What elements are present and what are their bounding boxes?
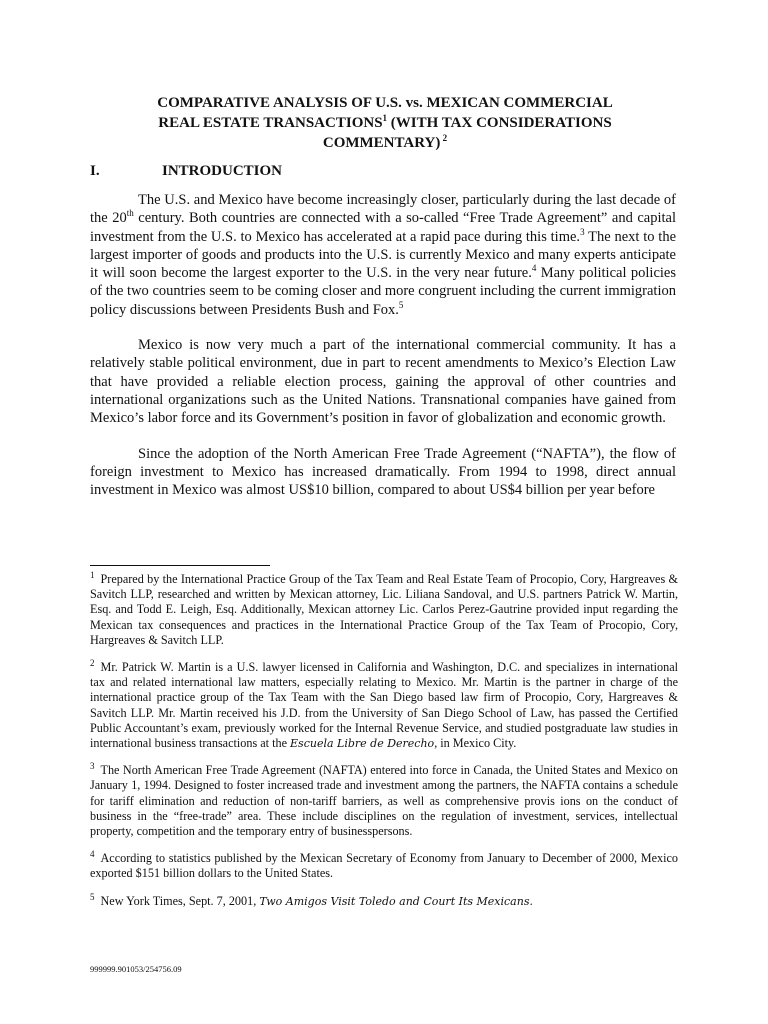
document-title — [100, 93, 670, 153]
footnote-5: $^5$ New York Times, Sept. 7, 2001, Two Amigos Visit Toledo and Court Its Mexicans. — [90, 891, 533, 908]
footnote-divider — [90, 565, 270, 566]
footnote-4: $^4$ According to statistics published by the Mexican Secretary of Economy from January to December of 2000, Mexico exported $151 billion dollars to the United States. — [90, 849, 678, 881]
title-line-2: REAL ESTATE TRANSACTIONS$^1$ (WITH TAX CONSIDERATIONS — [158, 113, 612, 131]
footnote-ref-1[interactable]: 1 — [382, 113, 388, 123]
footnote-ref-4[interactable]: 4 — [531, 263, 537, 274]
paragraph-2: Mexico is now very much a part of the international commercial community. It has a relatively stable political environment, due in part to recent amendments to Mexico’s Election Law that have provided a reliable election process, gaining the approval of other countries and international organizations such as the United Nations. Transnational companies have gained from Mexico’s labor force and its Government’s position in favor of globalization and economic growth. — [90, 337, 676, 427]
footnote-ref-2[interactable]: 2 — [440, 133, 448, 143]
paragraph-1: The U.S. and Mexico have become increasingly closer, particularly during the last decade of the 20th century. Both countries are connected with a so-called “Free Trade Agreement” and capital investment from the U.S. to Mexico has accelerated at a rapid pace during this time.$^3$ The next to the largest importer of goods and products into the U.S. is currently Mexico and many experts anticipate it will soon become the largest exporter to the U.S. in the very near future.$^4$ Many political policies of the two countries seem to be coming closer and more congruent including the current immigration policy discussions between Presidents Bush and Fox.$^5$ — [90, 192, 676, 318]
footnote-1: $^1$ Prepared by the International Practice Group of the Tax Team and Real Estate Team of Procopio, Cory, Hargreaves & Savitch LLP, researched and written by Mexican attorney, Lic. Liliana Sandoval, and U.S. partners Patrick W. Martin, Esq. and Todd E. Leigh, Esq. Additionally, Mexican attorney Lic. Carlos Perez-Gautrine provided input regarding the Mexican tax consequences and practices in the International Practice Group of the Tax Team of Procopio, Cory, Hargreaves & Savitch LLP. — [90, 569, 678, 647]
section-label: INTRODUCTION — [162, 163, 283, 179]
document-id: 999999.901053/254756.09 — [90, 964, 182, 974]
footnote-ref-5[interactable]: 5 — [398, 299, 404, 310]
title-line-1: COMPARATIVE ANALYSIS OF U.S. vs. MEXICAN COMMERCIAL — [157, 95, 613, 111]
footnote-ref-3[interactable]: 3 — [580, 226, 585, 237]
footnotes — [90, 569, 678, 921]
title-line-3: COMMENTARY) $^2$ — [322, 133, 448, 151]
footnote-2: $^2$ Mr. Patrick W. Martin is a U.S. lawyer licensed in California and Washington, D.C. and specializes in international tax and related international law matters, especially relating to Mexico. Mr. Martin is the partner in charge of the international practice group of the Tax Team with the San Diego based law firm of Procopio, Cory, Hargreaves & Savitch LLP. Mr. Martin received his J.D. from the University of San Diego School of Law, has passed the Certified Public Accountant’s exam, previously worked for the Internal Revenue Service, and studied postgraduate law studies in international business transactions at the Escuela Libre de Derecho, in Mexico City. — [90, 657, 678, 751]
body-text — [90, 191, 676, 516]
section-heading — [90, 163, 282, 180]
section-number: I. — [90, 163, 100, 179]
paragraph-3: Since the adoption of the North American Free Trade Agreement (“NAFTA”), the flow of foreign investment to Mexico has increased dramatically. From 1994 to 1998, direct annual investment in Mexico was almost US$10 billion, compared to about US$4 billion per year before — [90, 445, 676, 499]
footnote-3: $^3$ The North American Free Trade Agreement (NAFTA) entered into force in Canada, the United States and Mexico on January 1, 1994. Designed to foster increased trade and investment among the partners, the NAFTA contains a schedule for tariff elimination and reduction of non-tariff barriers, as well as comprehensive provis ions on the conduct of business in the “free-trade” area. These include disciplines on the regulation of investment, services, intellectual property, competition and the temporary entry of businesspersons. — [90, 761, 678, 839]
